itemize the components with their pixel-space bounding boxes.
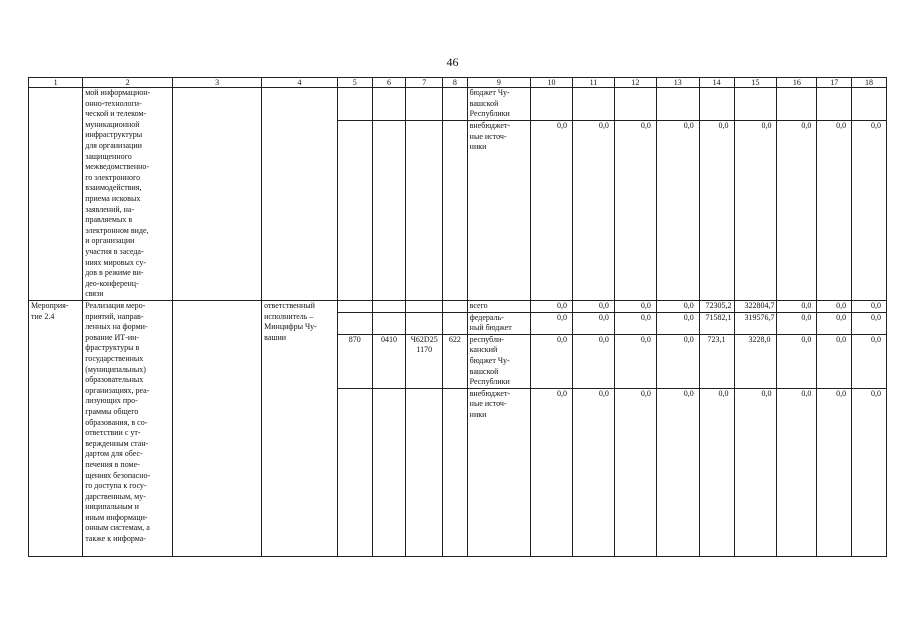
value-cell bbox=[777, 88, 817, 121]
cell bbox=[337, 388, 372, 556]
value-cell bbox=[817, 88, 852, 121]
cell bbox=[372, 88, 406, 121]
value-cell: 0,0 bbox=[572, 121, 614, 301]
value-cell: 319576,7 bbox=[734, 312, 777, 334]
cell bbox=[337, 301, 372, 313]
value-cell: 0,0 bbox=[777, 334, 817, 388]
value-cell: 0,0 bbox=[531, 121, 573, 301]
funding-source-cell: федераль- ный бюджет bbox=[467, 312, 530, 334]
event-label-cell: Мероприя- тие 2.4 bbox=[29, 301, 83, 557]
cell bbox=[337, 88, 372, 121]
column-header: 2 bbox=[83, 78, 173, 88]
column-header: 10 bbox=[531, 78, 573, 88]
cell bbox=[406, 312, 443, 334]
funding-source-cell: республи- канский бюджет Чу- вашской Республики bbox=[467, 334, 530, 388]
cell bbox=[406, 121, 443, 301]
funding-source-cell: бюджет Чу- вашской Республики bbox=[467, 88, 530, 121]
value-cell: 0,0 bbox=[531, 388, 573, 556]
value-cell: 0,0 bbox=[699, 388, 734, 556]
value-cell: 0,0 bbox=[777, 121, 817, 301]
value-cell: 0,0 bbox=[817, 121, 852, 301]
value-cell: 0,0 bbox=[572, 334, 614, 388]
column-header: 12 bbox=[614, 78, 656, 88]
value-cell: 0,0 bbox=[852, 334, 887, 388]
executor-cell: ответственный исполнитель – Минцифры Чу- вашии bbox=[262, 301, 338, 557]
table-row bbox=[29, 301, 887, 313]
cell bbox=[443, 388, 468, 556]
cell bbox=[173, 301, 262, 557]
csr-cell: Ч62D25 1170 bbox=[406, 334, 443, 388]
value-cell: 0,0 bbox=[656, 334, 699, 388]
column-header: 18 bbox=[852, 78, 887, 88]
value-cell: 0,0 bbox=[699, 121, 734, 301]
value-cell: 0,0 bbox=[656, 388, 699, 556]
value-cell: 0,0 bbox=[817, 301, 852, 313]
cell bbox=[406, 301, 443, 313]
grbs-cell: 870 bbox=[337, 334, 372, 388]
value-cell: 0,0 bbox=[734, 388, 777, 556]
value-cell: 0,0 bbox=[614, 312, 656, 334]
cell bbox=[406, 88, 443, 121]
column-header: 14 bbox=[699, 78, 734, 88]
funding-source-cell: внебюджет- ные источ- ники bbox=[467, 121, 530, 301]
column-header: 1 bbox=[29, 78, 83, 88]
value-cell: 0,0 bbox=[572, 312, 614, 334]
value-cell: 0,0 bbox=[734, 121, 777, 301]
value-cell: 0,0 bbox=[852, 301, 887, 313]
cell bbox=[372, 388, 406, 556]
column-header: 15 bbox=[734, 78, 777, 88]
cell bbox=[337, 121, 372, 301]
value-cell: 0,0 bbox=[817, 312, 852, 334]
column-header: 3 bbox=[173, 78, 262, 88]
column-header: 16 bbox=[777, 78, 817, 88]
value-cell bbox=[614, 88, 656, 121]
rzpr-cell: 0410 bbox=[372, 334, 406, 388]
column-header: 9 bbox=[467, 78, 530, 88]
column-header: 6 bbox=[372, 78, 406, 88]
cell bbox=[372, 301, 406, 313]
value-cell bbox=[852, 88, 887, 121]
value-cell: 71582,1 bbox=[699, 312, 734, 334]
page-number: 46 bbox=[446, 55, 459, 69]
value-cell: 0,0 bbox=[572, 388, 614, 556]
value-cell: 0,0 bbox=[656, 312, 699, 334]
value-cell: 0,0 bbox=[777, 301, 817, 313]
value-cell: 0,0 bbox=[852, 312, 887, 334]
value-cell: 0,0 bbox=[852, 388, 887, 556]
funding-source-cell: всего bbox=[467, 301, 530, 313]
column-header: 7 bbox=[406, 78, 443, 88]
value-cell: 0,0 bbox=[777, 312, 817, 334]
cell bbox=[337, 312, 372, 334]
cell bbox=[406, 388, 443, 556]
funding-source-cell: внебюджет- ные источ- ники bbox=[467, 388, 530, 556]
value-cell: 723,1 bbox=[699, 334, 734, 388]
column-header: 11 bbox=[572, 78, 614, 88]
value-cell bbox=[531, 88, 573, 121]
cell bbox=[443, 301, 468, 313]
cell bbox=[443, 312, 468, 334]
vr-cell: 622 bbox=[443, 334, 468, 388]
value-cell: 0,0 bbox=[614, 301, 656, 313]
cell bbox=[443, 88, 468, 121]
value-cell: 0,0 bbox=[614, 388, 656, 556]
cell bbox=[173, 88, 262, 301]
value-cell: 0,0 bbox=[656, 121, 699, 301]
column-header: 8 bbox=[443, 78, 468, 88]
value-cell bbox=[699, 88, 734, 121]
value-cell: 0,0 bbox=[817, 388, 852, 556]
column-header: 4 bbox=[262, 78, 338, 88]
value-cell: 0,0 bbox=[817, 334, 852, 388]
column-header: 13 bbox=[656, 78, 699, 88]
value-cell: 0,0 bbox=[572, 301, 614, 313]
value-cell bbox=[734, 88, 777, 121]
value-cell bbox=[572, 88, 614, 121]
program-table bbox=[28, 77, 887, 557]
cell bbox=[372, 312, 406, 334]
value-cell: 0,0 bbox=[614, 334, 656, 388]
event-label-cell bbox=[29, 88, 83, 301]
prev-description-cell: мой информацион- онно-технологи- ческой и телеком- муникационной инфраструктуры для организации защищенного межведомственно- го электронного взаимодействия, приема исковых заявлений, на- правляемых в электронном виде, и организации участия в заседа- ниях мировых су- дов в режиме ви- део-конференц- связи bbox=[83, 88, 173, 301]
value-cell: 3228,0 bbox=[734, 334, 777, 388]
value-cell: 0,0 bbox=[614, 121, 656, 301]
cell bbox=[372, 121, 406, 301]
cell bbox=[443, 121, 468, 301]
value-cell: 0,0 bbox=[656, 301, 699, 313]
value-cell: 72305,2 bbox=[699, 301, 734, 313]
value-cell: 0,0 bbox=[531, 301, 573, 313]
table-row bbox=[29, 88, 887, 121]
value-cell: 0,0 bbox=[852, 121, 887, 301]
executor-cell bbox=[262, 88, 338, 301]
value-cell: 0,0 bbox=[531, 334, 573, 388]
column-header: 17 bbox=[817, 78, 852, 88]
column-header: 5 bbox=[337, 78, 372, 88]
value-cell bbox=[656, 88, 699, 121]
value-cell: 322804,7 bbox=[734, 301, 777, 313]
column-header-row bbox=[29, 78, 887, 88]
value-cell: 0,0 bbox=[777, 388, 817, 556]
event-description-cell: Реализация меро- приятий, направ- ленных на форми- рование ИТ-ин- фраструктуры в государственных (муниципальных) образовательных организациях, реа- лизующих про- граммы общего образования, в со- ответствии с ут- вержденным стан- дартом для обес- печения в поме- щениях безопасно- го доступа к госу- дарственным, му- ниципальным и иным информаци- онным системам, а также к информа- bbox=[83, 301, 173, 557]
value-cell: 0,0 bbox=[531, 312, 573, 334]
